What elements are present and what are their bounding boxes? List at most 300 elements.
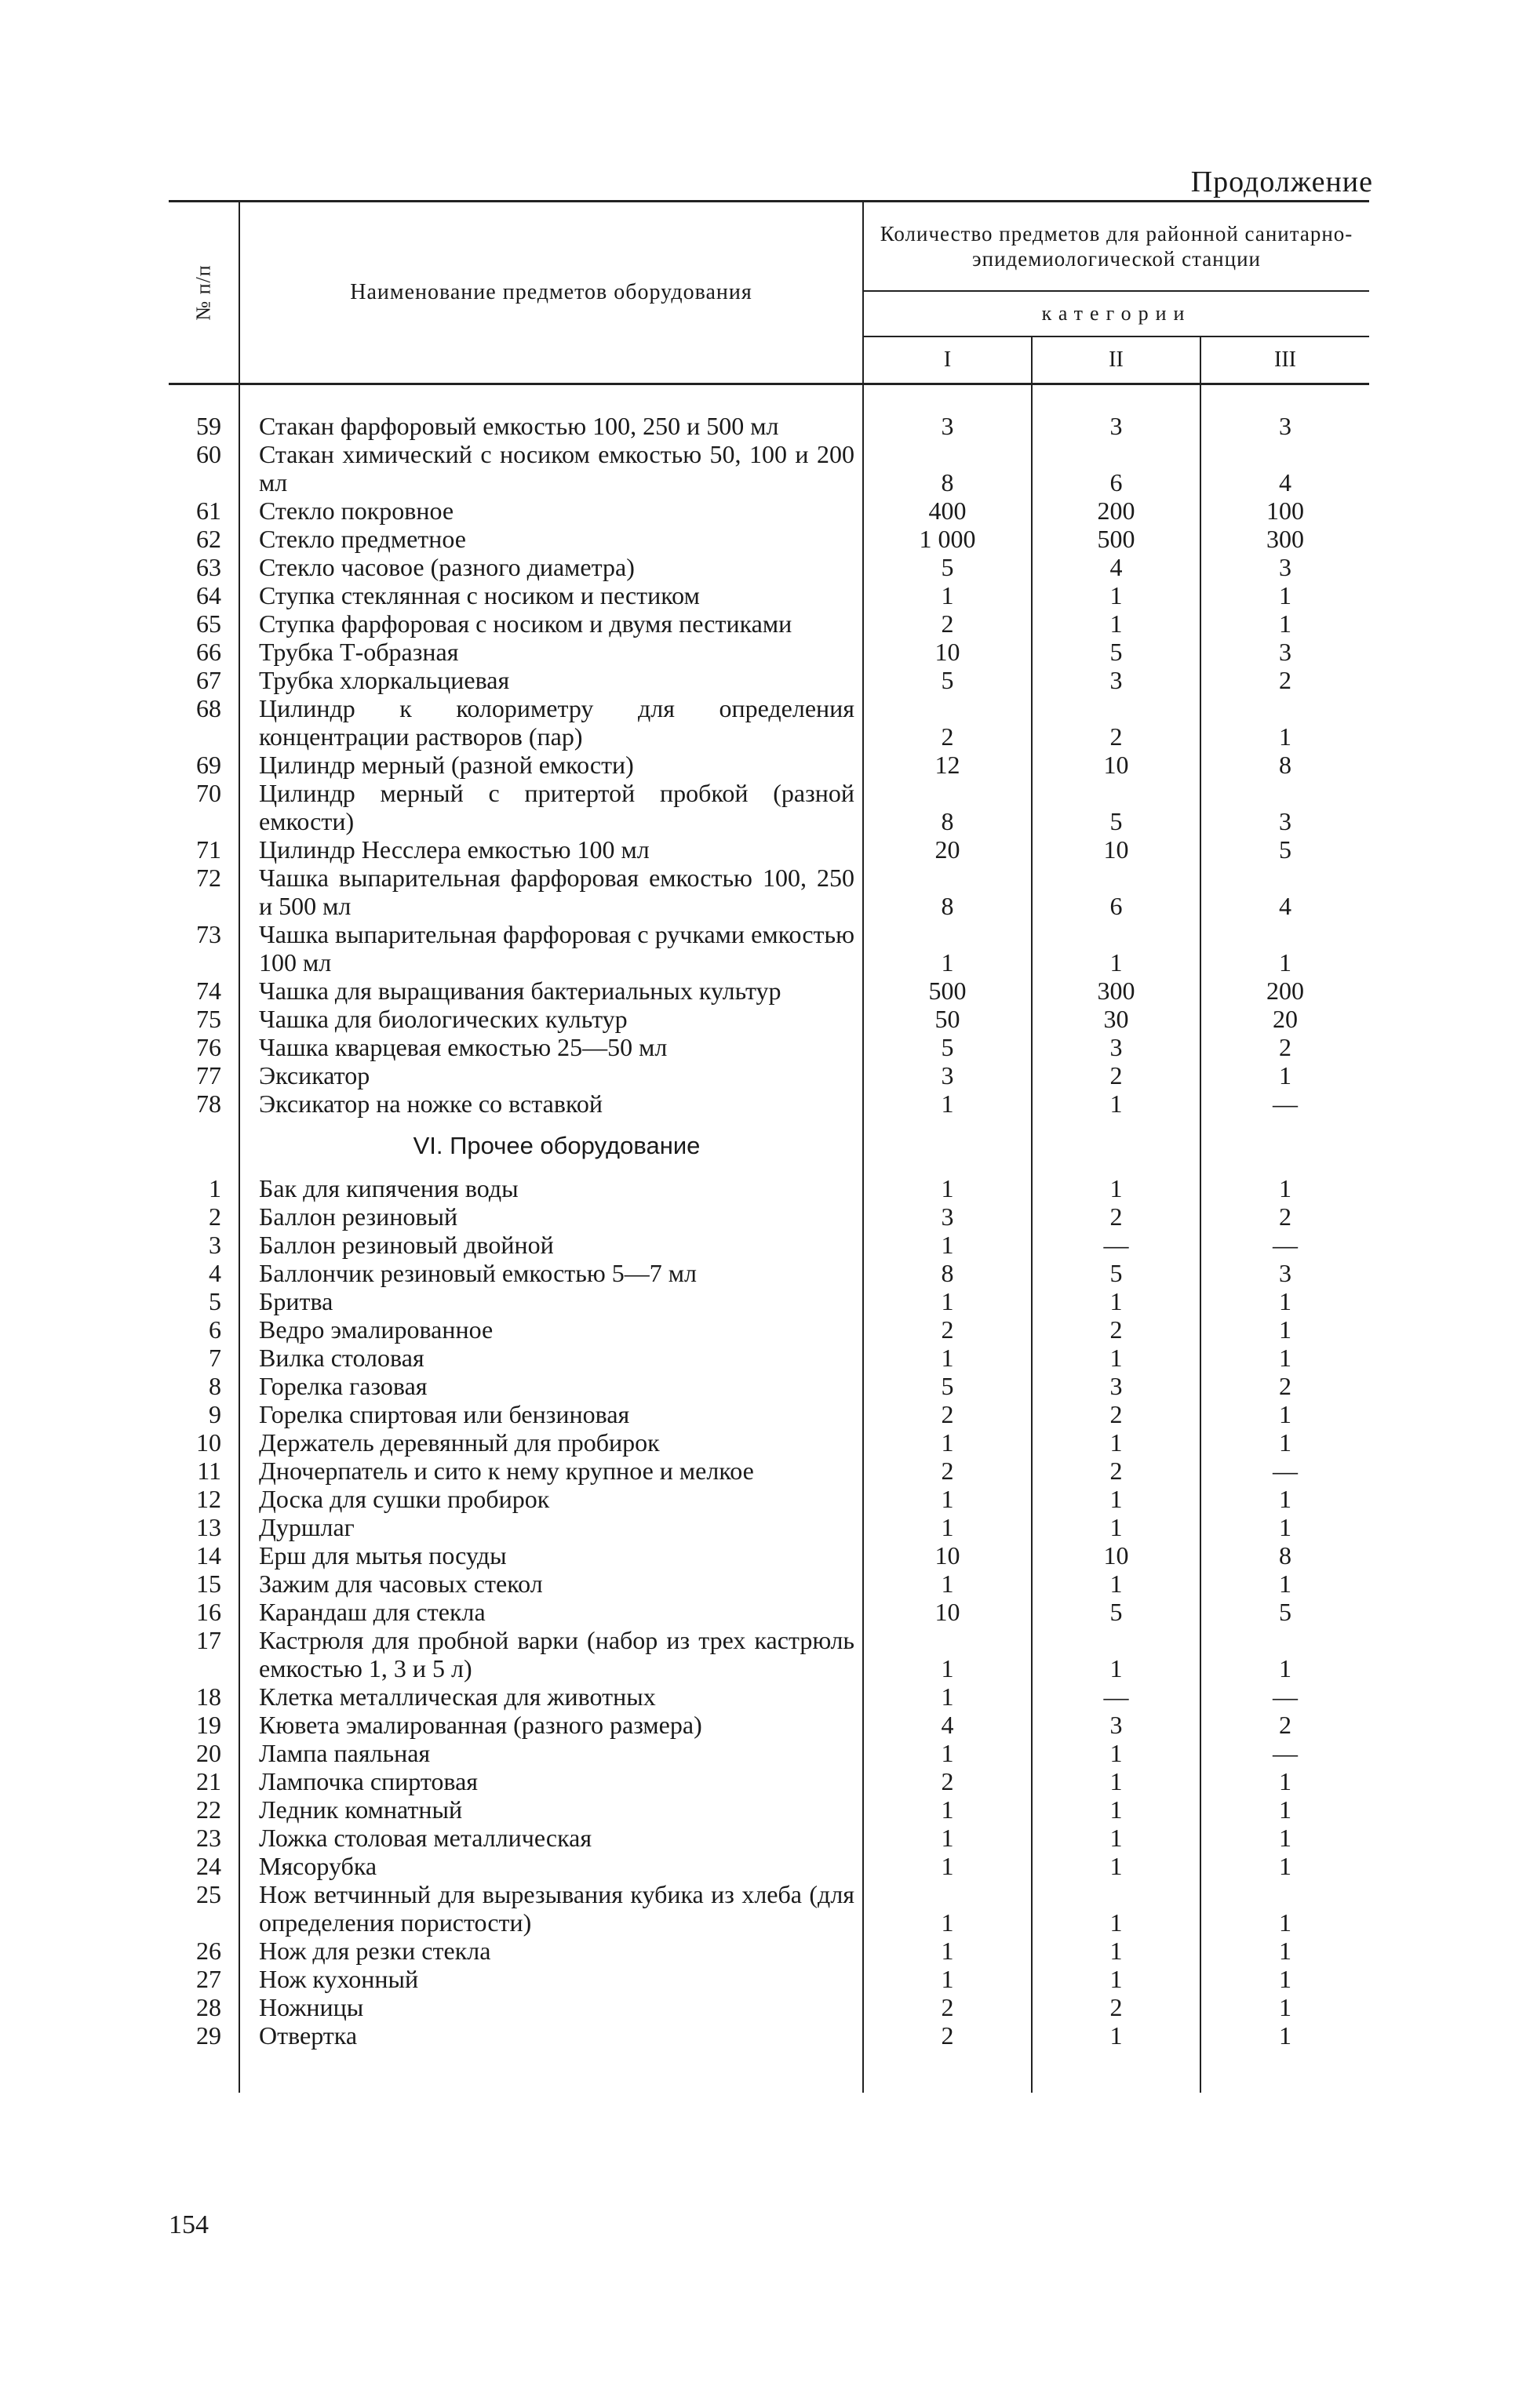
table-row xyxy=(169,1061,1369,1089)
qty-category-1: 1 xyxy=(863,1089,1032,1118)
table-row xyxy=(169,2021,1369,2050)
qty-category-2 xyxy=(1032,1118,1200,1174)
row-number: 24 xyxy=(196,1852,221,1880)
qty-category-3: — xyxy=(1273,1089,1298,1118)
row-number: 75 xyxy=(196,1005,221,1033)
qty-category-2: 3 xyxy=(1032,1711,1200,1739)
qty-category-2: 3 xyxy=(1032,412,1200,440)
qty-category-1: 1 xyxy=(863,1880,1032,1937)
qty-category-1: 1 xyxy=(863,1937,1032,1965)
table-body xyxy=(169,384,1369,2093)
qty-category-2: — xyxy=(1032,1682,1200,1711)
qty-category-1: 1 xyxy=(863,920,1032,977)
item-name: Клетка металлическая для животных xyxy=(239,1682,863,1711)
table-row xyxy=(169,1824,1369,1852)
item-name: Дуршлаг xyxy=(239,1513,863,1541)
row-number: 70 xyxy=(196,779,221,807)
qty-category-3: 1 xyxy=(1279,1654,1291,1682)
row-number: 12 xyxy=(196,1485,221,1513)
qty-category-1: 2 xyxy=(863,1767,1032,1795)
qty-category-1: 2 xyxy=(863,1400,1032,1428)
table-row xyxy=(169,1598,1369,1626)
qty-category-1: 10 xyxy=(863,638,1032,666)
item-name: Стекло часовое (разного диаметра) xyxy=(239,553,863,581)
qty-category-1: 1 xyxy=(863,1428,1032,1457)
row-number: 4 xyxy=(209,1259,221,1287)
row-number: 5 xyxy=(209,1287,221,1315)
item-name: Ведро эмалированное xyxy=(239,1315,863,1344)
item-name: Стакан химический с носиком емкостью 50, 100 и 200 мл xyxy=(239,440,863,497)
qty-category-2: 500 xyxy=(1032,525,1200,553)
qty-category-2: 2 xyxy=(1032,1993,1200,2021)
qty-category-2: 2 xyxy=(1032,694,1200,751)
qty-category-2: 2 xyxy=(1032,1400,1200,1428)
qty-category-3: 1 xyxy=(1279,1061,1291,1089)
qty-category-1: 1 xyxy=(863,1965,1032,1993)
item-name: Лампа паяльная xyxy=(239,1739,863,1767)
qty-category-1: 8 xyxy=(863,864,1032,920)
equipment-table xyxy=(169,200,1369,2093)
qty-category-3: 1 xyxy=(1279,2021,1291,2050)
item-name: Нож ветчинный для вырезывания кубика из хлеба (для определения пористости) xyxy=(239,1880,863,1937)
qty-category-2: 300 xyxy=(1032,977,1200,1005)
row-number: 25 xyxy=(196,1880,221,1908)
row-number: 67 xyxy=(196,666,221,694)
item-name: Мясорубка xyxy=(239,1852,863,1880)
table-row xyxy=(169,1033,1369,1061)
qty-category-3: 100 xyxy=(1266,497,1304,525)
table-row xyxy=(169,497,1369,525)
item-name: Стакан фарфоровый емкостью 100, 250 и 500 мл xyxy=(239,412,863,440)
table-row xyxy=(169,1089,1369,1118)
qty-category-1: 2 xyxy=(863,609,1032,638)
qty-category-3: 1 xyxy=(1279,1570,1291,1598)
number-header xyxy=(169,202,239,384)
row-number: 16 xyxy=(196,1598,221,1626)
item-name: Ножницы xyxy=(239,1993,863,2021)
table-row xyxy=(169,1372,1369,1400)
table-row xyxy=(169,1795,1369,1824)
item-name: Ступка фарфоровая с носиком и двумя пестиками xyxy=(239,609,863,638)
qty-category-2: 3 xyxy=(1032,666,1200,694)
item-name: Карандаш для стекла xyxy=(239,1598,863,1626)
qty-category-1: 2 xyxy=(863,1993,1032,2021)
qty-category-3: 1 xyxy=(1279,1485,1291,1513)
table-row xyxy=(169,1682,1369,1711)
item-name: Чашка выпарительная фарфоровая емкостью 100, 250 и 500 мл xyxy=(239,864,863,920)
row-number: 63 xyxy=(196,553,221,581)
item-name: Эксикатор на ножке со вставкой xyxy=(239,1089,863,1118)
qty-category-1: 2 xyxy=(863,2021,1032,2050)
qty-category-2: 1 xyxy=(1032,1513,1200,1541)
item-name: Лампочка спиртовая xyxy=(239,1767,863,1795)
table-row xyxy=(169,977,1369,1005)
qty-category-1: 5 xyxy=(863,1372,1032,1400)
qty-category-1: 4 xyxy=(863,1711,1032,1739)
qty-category-2: 6 xyxy=(1032,864,1200,920)
item-name: Кювета эмалированная (разного размера) xyxy=(239,1711,863,1739)
page-number: 154 xyxy=(169,2210,209,2239)
table-row xyxy=(169,1993,1369,2021)
qty-category-1: 1 xyxy=(863,1344,1032,1372)
qty-category-2: 5 xyxy=(1032,779,1200,835)
item-name: Баллон резиновый двойной xyxy=(239,1231,863,1259)
qty-category-3: 8 xyxy=(1279,1541,1291,1570)
row-number xyxy=(169,2050,239,2093)
row-number: 8 xyxy=(209,1372,221,1400)
qty-category-2: 1 xyxy=(1032,920,1200,977)
qty-category-2: 1 xyxy=(1032,1485,1200,1513)
qty-category-2: 5 xyxy=(1032,638,1200,666)
row-number: 7 xyxy=(209,1344,221,1372)
table-row xyxy=(169,1965,1369,1993)
qty-category-1: 10 xyxy=(863,1598,1032,1626)
table-row xyxy=(169,1739,1369,1767)
continuation-label: Продолжение xyxy=(1190,166,1373,198)
row-number: 6 xyxy=(209,1315,221,1344)
spacer-row xyxy=(169,384,1369,413)
row-number: 71 xyxy=(196,835,221,864)
qty-category-2: 1 xyxy=(1032,1570,1200,1598)
qty-category-1 xyxy=(863,2050,1032,2093)
table-row xyxy=(169,864,1369,920)
item-name: Нож кухонный xyxy=(239,1965,863,1993)
qty-category-2: 1 xyxy=(1032,1965,1200,1993)
qty-category-3: 1 xyxy=(1279,1344,1291,1372)
qty-category-3: 3 xyxy=(1279,553,1291,581)
row-number: 1 xyxy=(209,1174,221,1202)
table-row xyxy=(169,1287,1369,1315)
item-name: Чашка для выращивания бактериальных культур xyxy=(239,977,863,1005)
item-name: Ложка столовая металлическая xyxy=(239,1824,863,1852)
table-row xyxy=(169,1767,1369,1795)
qty-category-2: 1 xyxy=(1032,1767,1200,1795)
row-number: 28 xyxy=(196,1993,221,2021)
row-number: 61 xyxy=(196,497,221,525)
qty-category-1: 5 xyxy=(863,553,1032,581)
qty-category-1: 1 xyxy=(863,1231,1032,1259)
qty-category-3: 4 xyxy=(1279,468,1291,497)
qty-category-3: 3 xyxy=(1279,1259,1291,1287)
qty-category-3: 1 xyxy=(1279,1428,1291,1457)
row-number: 64 xyxy=(196,581,221,609)
qty-category-3: 1 xyxy=(1279,1965,1291,1993)
item-name: Дночерпатель и сито к нему крупное и мелкое xyxy=(239,1457,863,1485)
qty-category-3: 4 xyxy=(1279,892,1291,920)
qty-category-2: 3 xyxy=(1032,1033,1200,1061)
item-name: Цилиндр к колориметру для определения концентрации растворов (пар) xyxy=(239,694,863,751)
qty-category-1: 400 xyxy=(863,497,1032,525)
qty-category-3: 200 xyxy=(1266,977,1304,1005)
item-name: Цилиндр мерный с притертой пробкой (разной емкости) xyxy=(239,779,863,835)
qty-category-1: 1 xyxy=(863,581,1032,609)
row-number: 21 xyxy=(196,1767,221,1795)
row-number: 78 xyxy=(196,1089,221,1118)
section-title: VI. Прочее оборудование xyxy=(239,1118,863,1174)
qty-category-2: 1 xyxy=(1032,1852,1200,1880)
row-number: 65 xyxy=(196,609,221,638)
row-number: 22 xyxy=(196,1795,221,1824)
row-number: 60 xyxy=(196,440,221,468)
table-row xyxy=(169,1570,1369,1598)
categories-header: категории xyxy=(863,291,1369,336)
qty-category-1: 3 xyxy=(863,1061,1032,1089)
item-name: Бритва xyxy=(239,1287,863,1315)
item-name: Чашка кварцевая емкостью 25—50 мл xyxy=(239,1033,863,1061)
qty-category-1: 1 xyxy=(863,1795,1032,1824)
section-row xyxy=(169,1118,1369,1174)
row-number: 13 xyxy=(196,1513,221,1541)
table-row xyxy=(169,779,1369,835)
qty-category-2: 10 xyxy=(1032,751,1200,779)
qty-category-1: 5 xyxy=(863,666,1032,694)
row-number: 20 xyxy=(196,1739,221,1767)
qty-category-3: 2 xyxy=(1279,1372,1291,1400)
qty-category-1: 5 xyxy=(863,1033,1032,1061)
qty-category-2: 2 xyxy=(1032,1315,1200,1344)
qty-category-1: 1 xyxy=(863,1682,1032,1711)
qty-category-2: 10 xyxy=(1032,1541,1200,1570)
qty-category-1: 1 xyxy=(863,1852,1032,1880)
item-name xyxy=(239,2050,863,2093)
qty-category-1: 1 xyxy=(863,1513,1032,1541)
item-name: Горелка газовая xyxy=(239,1372,863,1400)
item-name: Трубка Т-образная xyxy=(239,638,863,666)
row-number: 2 xyxy=(209,1202,221,1231)
qty-category-3 xyxy=(1200,2050,1369,2093)
row-number: 19 xyxy=(196,1711,221,1739)
qty-category-3: 1 xyxy=(1279,948,1291,977)
table-row xyxy=(169,751,1369,779)
qty-category-1: 8 xyxy=(863,779,1032,835)
qty-category-1: 1 xyxy=(863,1626,1032,1682)
qty-category-2: 1 xyxy=(1032,1344,1200,1372)
table-row xyxy=(169,1344,1369,1372)
qty-category-3: — xyxy=(1273,1739,1298,1767)
qty-category-2: 1 xyxy=(1032,1626,1200,1682)
qty-category-1: 1 xyxy=(863,1824,1032,1852)
row-number: 29 xyxy=(196,2021,221,2050)
qty-category-1: 1 xyxy=(863,1174,1032,1202)
qty-category-3: 1 xyxy=(1279,1315,1291,1344)
item-name: Ледник комнатный xyxy=(239,1795,863,1824)
qty-category-3: 1 xyxy=(1279,1824,1291,1852)
qty-category-3: 8 xyxy=(1279,751,1291,779)
qty-category-3: 1 xyxy=(1279,1993,1291,2021)
table-row xyxy=(169,835,1369,864)
qty-category-2: 1 xyxy=(1032,1937,1200,1965)
qty-category-2: — xyxy=(1032,1231,1200,1259)
item-name: Ступка стеклянная с носиком и пестиком xyxy=(239,581,863,609)
item-name: Доска для сушки пробирок xyxy=(239,1485,863,1513)
qty-category-2: 1 xyxy=(1032,1880,1200,1937)
row-number: 3 xyxy=(209,1231,221,1259)
qty-category-3: 2 xyxy=(1279,666,1291,694)
table-row xyxy=(169,1315,1369,1344)
item-name: Зажим для часовых стекол xyxy=(239,1570,863,1598)
qty-category-3: 20 xyxy=(1273,1005,1298,1033)
qty-category-2: 1 xyxy=(1032,1174,1200,1202)
qty-category-3: 1 xyxy=(1279,1852,1291,1880)
table-row xyxy=(169,1174,1369,1202)
qty-category-2: 1 xyxy=(1032,1824,1200,1852)
item-name: Цилиндр Несслера емкостью 100 мл xyxy=(239,835,863,864)
qty-category-2: 1 xyxy=(1032,609,1200,638)
qty-category-3: 2 xyxy=(1279,1202,1291,1231)
qty-category-2: 6 xyxy=(1032,440,1200,497)
qty-category-2: 3 xyxy=(1032,1372,1200,1400)
row-number: 62 xyxy=(196,525,221,553)
number-header-text: № п/п xyxy=(191,264,215,321)
qty-category-2: 5 xyxy=(1032,1598,1200,1626)
qty-category-3: 1 xyxy=(1279,1937,1291,1965)
qty-category-2: 2 xyxy=(1032,1202,1200,1231)
qty-category-1: 1 xyxy=(863,1287,1032,1315)
row-number: 69 xyxy=(196,751,221,779)
row-number: 74 xyxy=(196,977,221,1005)
category-2-header: II xyxy=(1032,336,1200,384)
qty-category-1: 1 000 xyxy=(863,525,1032,553)
qty-category-2: 1 xyxy=(1032,1795,1200,1824)
row-number: 72 xyxy=(196,864,221,892)
qty-category-1: 500 xyxy=(863,977,1032,1005)
qty-category-2: 1 xyxy=(1032,581,1200,609)
item-name: Вилка столовая xyxy=(239,1344,863,1372)
table-row xyxy=(169,1259,1369,1287)
table-row xyxy=(169,1485,1369,1513)
spacer-row xyxy=(169,2050,1369,2093)
qty-category-3: 1 xyxy=(1279,1174,1291,1202)
table-row xyxy=(169,920,1369,977)
qty-category-3: 1 xyxy=(1279,1400,1291,1428)
qty-category-3: — xyxy=(1273,1682,1298,1711)
qty-category-2: 1 xyxy=(1032,1089,1200,1118)
table-row xyxy=(169,1457,1369,1485)
table-header xyxy=(169,202,1369,384)
table-row xyxy=(169,412,1369,440)
row-number: 10 xyxy=(196,1428,221,1457)
qty-category-1: 8 xyxy=(863,440,1032,497)
qty-category-3: — xyxy=(1273,1231,1298,1259)
quantity-header: Количество предметов для районной санитарно-эпидемиологической станции xyxy=(863,202,1369,292)
table-row xyxy=(169,666,1369,694)
table-row xyxy=(169,581,1369,609)
row-number: 26 xyxy=(196,1937,221,1965)
qty-category-2: 1 xyxy=(1032,1428,1200,1457)
table-row xyxy=(169,1005,1369,1033)
row-number: 14 xyxy=(196,1541,221,1570)
table-row xyxy=(169,1202,1369,1231)
qty-category-3: 1 xyxy=(1279,581,1291,609)
row-number: 73 xyxy=(196,920,221,948)
qty-category-2: 4 xyxy=(1032,553,1200,581)
row-number: 15 xyxy=(196,1570,221,1598)
qty-category-1: 12 xyxy=(863,751,1032,779)
qty-category-3: 1 xyxy=(1279,1513,1291,1541)
table-row xyxy=(169,609,1369,638)
qty-category-1: 2 xyxy=(863,1457,1032,1485)
item-name: Баллончик резиновый емкостью 5—7 мл xyxy=(239,1259,863,1287)
table-row xyxy=(169,440,1369,497)
table-row xyxy=(169,1937,1369,1965)
item-name: Стекло покровное xyxy=(239,497,863,525)
table-row xyxy=(169,1428,1369,1457)
item-name: Чашка выпарительная фарфоровая с ручками емкостью 100 мл xyxy=(239,920,863,977)
qty-category-1: 2 xyxy=(863,1315,1032,1344)
item-name: Стекло предметное xyxy=(239,525,863,553)
qty-category-3: 1 xyxy=(1279,1795,1291,1824)
row-number: 59 xyxy=(196,412,221,440)
item-name: Нож для резки стекла xyxy=(239,1937,863,1965)
qty-category-2: 2 xyxy=(1032,1457,1200,1485)
qty-category-1: 1 xyxy=(863,1485,1032,1513)
row-number: 77 xyxy=(196,1061,221,1089)
qty-category-3: 1 xyxy=(1279,722,1291,751)
row-number: 76 xyxy=(196,1033,221,1061)
table-row xyxy=(169,638,1369,666)
qty-category-3: 300 xyxy=(1266,525,1304,553)
qty-category-2: 5 xyxy=(1032,1259,1200,1287)
item-name: Баллон резиновый xyxy=(239,1202,863,1231)
table-row xyxy=(169,1513,1369,1541)
qty-category-2: 1 xyxy=(1032,2021,1200,2050)
table-row xyxy=(169,1231,1369,1259)
qty-category-3: 5 xyxy=(1279,1598,1291,1626)
qty-category-3: 5 xyxy=(1279,835,1291,864)
row-number: 68 xyxy=(196,694,221,722)
qty-category-1: 1 xyxy=(863,1739,1032,1767)
qty-category-3: — xyxy=(1273,1457,1298,1485)
table-row xyxy=(169,1711,1369,1739)
qty-category-3: 3 xyxy=(1279,807,1291,835)
item-name: Кастрюля для пробной варки (набор из трех кастрюль емкостью 1, 3 и 5 л) xyxy=(239,1626,863,1682)
item-name: Отвертка xyxy=(239,2021,863,2050)
qty-category-2: 1 xyxy=(1032,1287,1200,1315)
table-row xyxy=(169,694,1369,751)
table-row xyxy=(169,525,1369,553)
qty-category-1: 3 xyxy=(863,1202,1032,1231)
qty-category-1: 10 xyxy=(863,1541,1032,1570)
qty-category-1: 1 xyxy=(863,1570,1032,1598)
item-name: Горелка спиртовая или бензиновая xyxy=(239,1400,863,1428)
qty-category-2: 200 xyxy=(1032,497,1200,525)
row-number xyxy=(169,1118,239,1174)
row-number: 23 xyxy=(196,1824,221,1852)
table-row xyxy=(169,553,1369,581)
item-name: Эксикатор xyxy=(239,1061,863,1089)
qty-category-2: 10 xyxy=(1032,835,1200,864)
row-number: 11 xyxy=(197,1457,221,1485)
row-number: 27 xyxy=(196,1965,221,1993)
qty-category-2: 1 xyxy=(1032,1739,1200,1767)
qty-category-3: 3 xyxy=(1279,412,1291,440)
item-name: Ерш для мытья посуды xyxy=(239,1541,863,1570)
qty-category-3 xyxy=(1200,1118,1369,1174)
table-row xyxy=(169,1626,1369,1682)
qty-category-3: 1 xyxy=(1279,609,1291,638)
name-header: Наименование предметов оборудования xyxy=(239,202,863,384)
qty-category-3: 2 xyxy=(1279,1033,1291,1061)
item-name: Бак для кипячения воды xyxy=(239,1174,863,1202)
table-row xyxy=(169,1880,1369,1937)
qty-category-1 xyxy=(863,1118,1032,1174)
row-number: 18 xyxy=(196,1682,221,1711)
table-row xyxy=(169,1852,1369,1880)
qty-category-1: 20 xyxy=(863,835,1032,864)
qty-category-3: 3 xyxy=(1279,638,1291,666)
item-name: Держатель деревянный для пробирок xyxy=(239,1428,863,1457)
qty-category-3: 1 xyxy=(1279,1767,1291,1795)
